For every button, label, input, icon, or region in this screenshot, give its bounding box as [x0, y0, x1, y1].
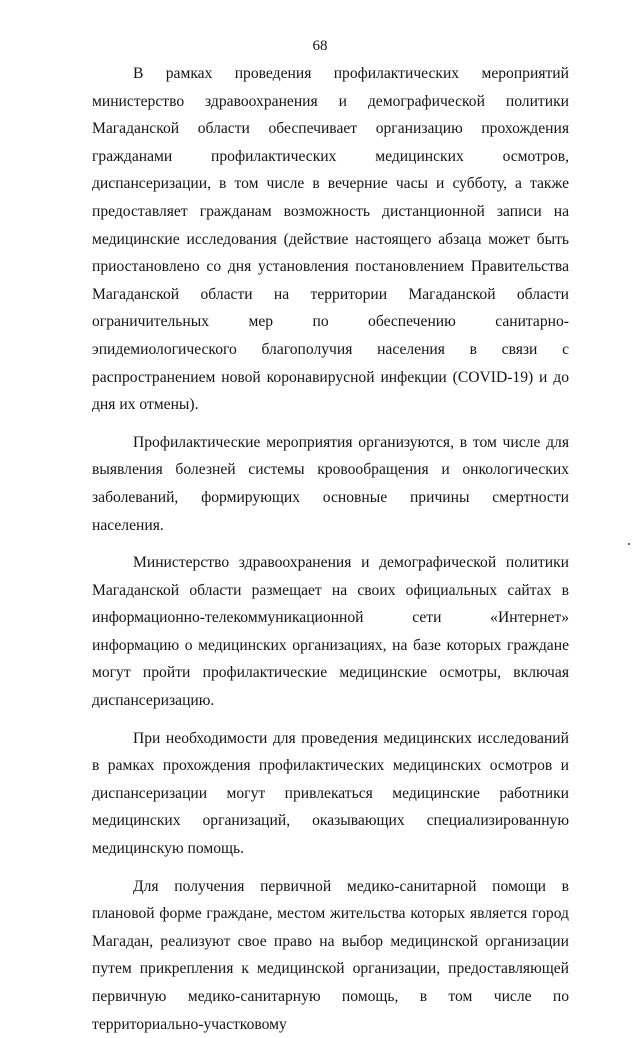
page-number: 68 — [312, 38, 328, 54]
paragraph-ministry-websites: Министерство здравоохранения и демографической политики Магаданской области размещает на своих официальных сайтах в информационно-телекоммуникационной сети «Интернет» информацию о медицинских организациях, на базе которых граждане могут пройти профилактические медицинские осмотры, включая диспансеризацию. — [92, 554, 569, 710]
document-body — [92, 60, 569, 1038]
scan-speck — [628, 543, 630, 545]
paragraph-preventive-measures: В рамках проведения профилактических мероприятий министерство здравоохранения и демографической политики Магаданской области обеспечивает организацию прохождения гражданами профилактических медицинских осмотров, диспансеризации, в том числе в вечерние часы и субботу, а также предоставляет гражданам возможность дистанционной записи на медицинские исследования (действие настоящего абзаца может быть приостановлено со дня установления постановлением Правительства Магаданской области на территории Магаданской области ограничительных мер по обеспечению санитарно-эпидемиологического благополучия населения в связи с распространением новой коронавирусной инфекции (COVID-19) и до дня их отмены). — [92, 65, 569, 414]
paragraph-medical-workers: При необходимости для проведения медицинских исследований в рамках прохождения профилактических медицинских осмотров и диспансеризации могут привлекаться медицинские работники медицинских организаций, оказывающих специализированную медицинскую помощь. — [92, 729, 569, 858]
paragraph-preventive-organization: Профилактические мероприятия организуются, в том числе для выявления болезней системы кровообращения и онкологических заболеваний, формирующих основные причины смертности населения. — [92, 433, 569, 534]
paragraph-primary-care: Для получения первичной медико-санитарной помощи в плановой форме граждане, местом жительства которых является город Магадан, реализуют свое право на выбор медицинской организации путем прикрепления к медицинской организации, предоставляющей первичную медико-санитарную помощь, в том числе по территориально-участковому — [92, 877, 569, 1033]
